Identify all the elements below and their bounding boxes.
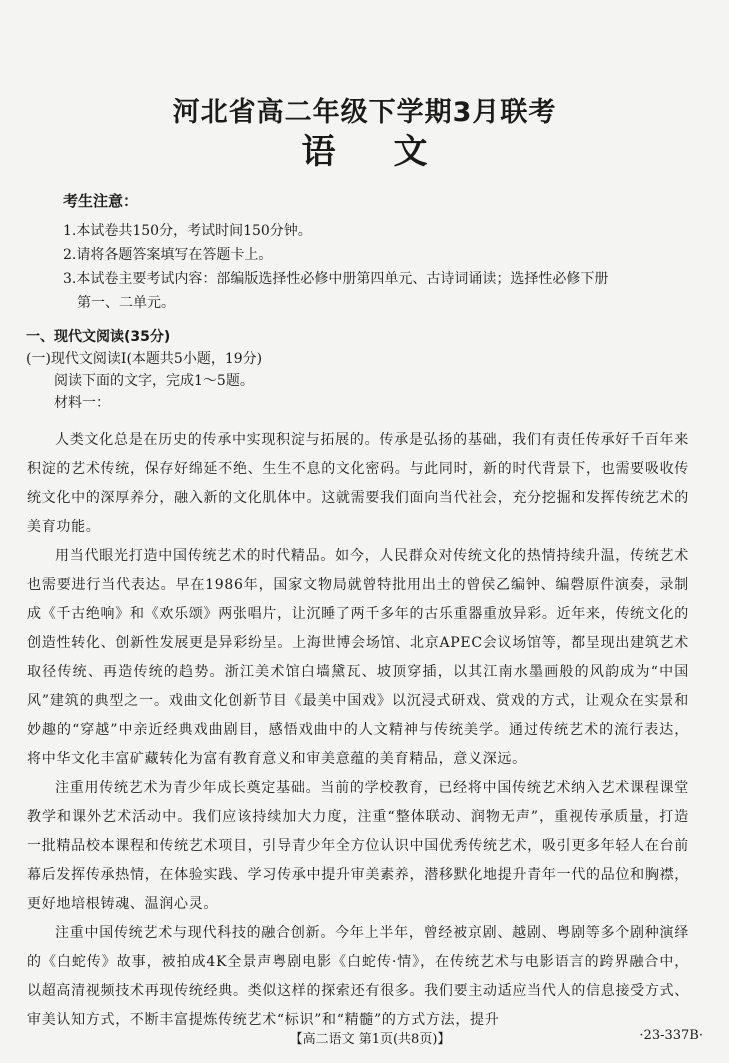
article-paragraph: 人类文化总是在历史的传承中实现积淀与拓展的。传承是弘扬的基础，我们有责任传承好千百年来积淀的艺术传统，保存好绵延不绝、生生不息的文化密码。与此同时，新的时代背景下，也需要吸收传统文化中的深厚养分，融入新的文化肌体中。这就需要我们面向当代社会，充分挖掘和发挥传统艺术的美育功能。 [27, 432, 689, 535]
subject-title: 语文 [301, 132, 486, 172]
section-title: 一、现代文阅读(35分) [26, 329, 171, 345]
article-paragraph: 注重中国传统艺术与现代科技的融合创新。今年上半年，曾经被京剧、越剧、粤剧等多个剧种演绎的《白蛇传》故事，被拍成4K全景声粤剧电影《白蛇传·情》，在传统艺术与电影语言的跨界融合中，以超高清视频技术再现传统经典。类似这样的探索还有很多。我们要主动适应当代人的信息接受方式、审美认知方式，不断丰富提炼传统艺术“标识”和“精髓”的方式方法，提升 [27, 925, 689, 1028]
section-header [26, 326, 691, 414]
article-paragraph: 注重用传统艺术为青少年成长奠定基础。当前的学校教育，已经将中国传统艺术纳入艺术课程课堂教学和课外艺术活动中。我们应该持续加大力度，注重“整体联动、润物无声”，重视传承质量，打造一批精品校本课程和传统艺术项目，引导青少年全方位认识中国优秀传统艺术，吸引更多年轻人在台前幕后发挥传承热情，在体验实践、学习传承中提升审美素养，潜移默化地提升青年一代的品位和胸襟，更好地培根铸魂、温润心灵。 [27, 780, 689, 912]
notice-item: 1.本试卷共150分，考试时间150分钟。 [63, 223, 312, 239]
footer-page-info: 【高二语文 第1页(共8页)】 [289, 1032, 451, 1047]
notice-item: 2.请将各题答案填写在答题卡上。 [63, 247, 273, 263]
exam-title: 河北省高二年级下学期3月联考 [172, 97, 557, 128]
article-paragraph: 用当代眼光打造中国传统艺术的时代精品。如今，人民群众对传统文化的热情持续升温，传统艺术也需要进行当代表达。早在1986年，国家文物局就曾特批用出土的曾侯乙编钟、编磬原件演奏，录制成《千古绝响》和《欢乐颂》两张唱片，让沉睡了两千多年的古乐重器重放异彩。近年来，传统文化的创造性转化、创新性发展更是异彩纷呈。上海世博会场馆、北京APEC会议场馆等，都呈现出建筑艺术取径传统、再造传统的趋势。浙江美术馆白墙黛瓦、坡顶穿插，以其江南水墨画般的风韵成为“中国风”建筑的典型之一。戏曲文化创新节目《最美中国戏》以沉浸式研戏、赏戏的方式，让观众在实景和妙趣的“穿越”中亲近经典戏曲剧目，感悟戏曲中的人文精神与传统美学。通过传统艺术的流行表达，将中华文化丰富矿藏转化为富有教育意义和审美意蕴的美育精品，意义深远。 [27, 548, 689, 767]
notice-heading: 考生注意： [63, 192, 139, 210]
notice-item: 3.本试卷主要考试内容：部编版选择性必修中册第四单元、古诗词诵读；选择性必修下册 [63, 271, 609, 287]
section-subtitle: (一)现代文阅读Ⅰ(本题共5小题，19分) [26, 351, 263, 367]
notice-item-continuation: 第一、二单元。 [77, 295, 175, 311]
material-label: 材料一： [54, 395, 110, 411]
candidate-notice [63, 190, 683, 315]
article-body [27, 426, 689, 1035]
footer-code: ·23-337B· [639, 1028, 703, 1043]
reading-instruction: 阅读下面的文字，完成1～5题。 [54, 373, 254, 389]
